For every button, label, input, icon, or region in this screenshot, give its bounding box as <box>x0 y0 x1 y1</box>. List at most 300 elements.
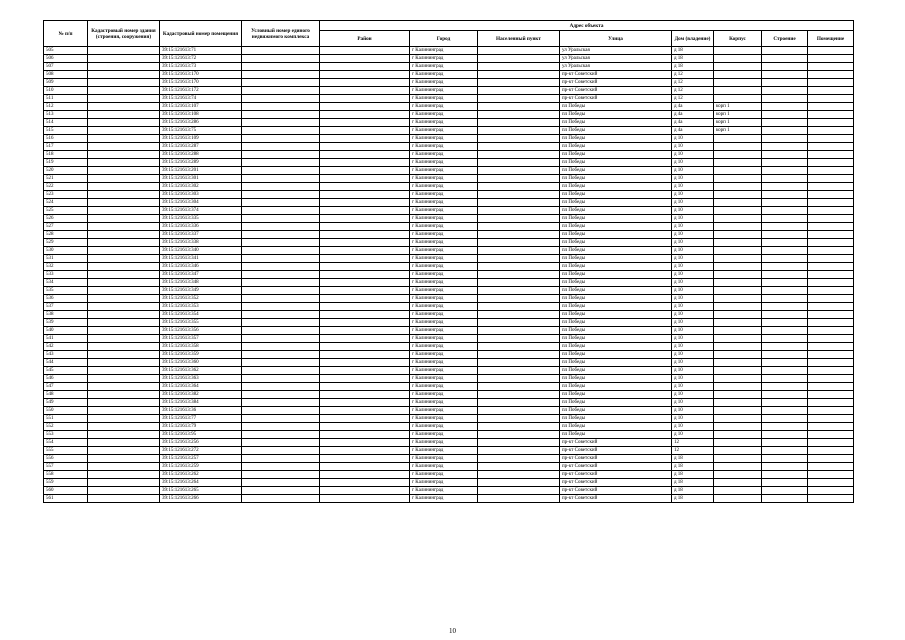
cell-settlement <box>478 191 560 199</box>
cell-cad-building <box>88 151 160 159</box>
cell-district <box>320 279 410 287</box>
cell-district <box>320 71 410 79</box>
table-row <box>44 439 854 447</box>
cell-room <box>808 391 854 399</box>
cell-cond-number <box>242 135 320 143</box>
cell-cad-room: 39:15:121613:349 <box>160 287 242 295</box>
cell-room <box>808 479 854 487</box>
cell-room <box>808 103 854 111</box>
cell-street: пл Победы <box>560 119 672 127</box>
cell-room <box>808 375 854 383</box>
cell-cad-building <box>88 135 160 143</box>
cell-house: д 10 <box>672 215 714 223</box>
table-row <box>44 239 854 247</box>
cell-city: г Калининград <box>410 447 478 455</box>
cell-settlement <box>478 47 560 55</box>
cell-cad-building <box>88 487 160 495</box>
cell-settlement <box>478 431 560 439</box>
cell-cad-room: 39:15:121613:359 <box>160 351 242 359</box>
cell-house: д 10 <box>672 311 714 319</box>
cell-room <box>808 135 854 143</box>
cell-district <box>320 439 410 447</box>
cell-num: 550 <box>44 407 88 415</box>
cell-street: пр-кт Советский <box>560 95 672 103</box>
cell-cad-building <box>88 87 160 95</box>
cell-cond-number <box>242 207 320 215</box>
cell-house: д 10 <box>672 239 714 247</box>
cell-city: г Калининград <box>410 239 478 247</box>
table-row <box>44 159 854 167</box>
cell-district <box>320 207 410 215</box>
cell-building <box>714 175 762 183</box>
cell-city: г Калининград <box>410 87 478 95</box>
cell-cad-room: 39:15:121613:288 <box>160 151 242 159</box>
cell-settlement <box>478 359 560 367</box>
cell-house: д 10 <box>672 407 714 415</box>
cell-cad-building <box>88 247 160 255</box>
cell-settlement <box>478 175 560 183</box>
cell-num: 539 <box>44 319 88 327</box>
cell-room <box>808 343 854 351</box>
cell-district <box>320 47 410 55</box>
cell-house: д 4а <box>672 127 714 135</box>
cell-cond-number <box>242 335 320 343</box>
cell-cad-room: 39:15:121613:358 <box>160 343 242 351</box>
cell-city: г Калининград <box>410 255 478 263</box>
cell-structure <box>762 383 808 391</box>
cell-structure <box>762 207 808 215</box>
cell-cond-number <box>242 247 320 255</box>
cell-structure <box>762 479 808 487</box>
cell-district <box>320 143 410 151</box>
cell-cond-number <box>242 447 320 455</box>
cell-structure <box>762 287 808 295</box>
cell-district <box>320 159 410 167</box>
cell-num: 538 <box>44 311 88 319</box>
table-row <box>44 431 854 439</box>
cell-settlement <box>478 279 560 287</box>
cell-structure <box>762 135 808 143</box>
cell-num: 518 <box>44 151 88 159</box>
cell-city: г Калининград <box>410 79 478 87</box>
cell-city: г Калининград <box>410 319 478 327</box>
cell-num: 511 <box>44 95 88 103</box>
cell-num: 513 <box>44 111 88 119</box>
table-row <box>44 487 854 495</box>
cell-city: г Калининград <box>410 455 478 463</box>
cell-city: г Калининград <box>410 159 478 167</box>
table-row <box>44 279 854 287</box>
cell-city: г Калининград <box>410 415 478 423</box>
cell-cond-number <box>242 367 320 375</box>
cell-cad-room: 39:15:121613:257 <box>160 455 242 463</box>
cell-city: г Калининград <box>410 287 478 295</box>
cell-city: г Калининград <box>410 207 478 215</box>
cell-house: д 10 <box>672 383 714 391</box>
cell-street: пл Победы <box>560 399 672 407</box>
cell-district <box>320 63 410 71</box>
cell-cad-room: 39:15:121613:346 <box>160 263 242 271</box>
cell-settlement <box>478 263 560 271</box>
cell-cad-building <box>88 383 160 391</box>
cell-cad-building <box>88 439 160 447</box>
cell-cad-room: 39:15:121613:357 <box>160 335 242 343</box>
cell-cad-room: 39:15:121613:302 <box>160 183 242 191</box>
cell-cond-number <box>242 327 320 335</box>
cell-city: г Калининград <box>410 431 478 439</box>
cell-house: д 10 <box>672 199 714 207</box>
cell-cad-building <box>88 287 160 295</box>
cell-cond-number <box>242 279 320 287</box>
cell-district <box>320 367 410 375</box>
cell-city: г Калининград <box>410 135 478 143</box>
cell-street: пл Победы <box>560 335 672 343</box>
cell-cad-building <box>88 471 160 479</box>
cell-street: пл Победы <box>560 327 672 335</box>
cell-building <box>714 367 762 375</box>
table-row <box>44 351 854 359</box>
cell-street: пл Победы <box>560 239 672 247</box>
cell-room <box>808 359 854 367</box>
cell-num: 557 <box>44 463 88 471</box>
cell-house: д 18 <box>672 55 714 63</box>
cell-cad-building <box>88 47 160 55</box>
cell-city: г Калининград <box>410 479 478 487</box>
cell-num: 553 <box>44 431 88 439</box>
cell-cond-number <box>242 271 320 279</box>
cell-district <box>320 111 410 119</box>
cell-room <box>808 279 854 287</box>
cell-structure <box>762 375 808 383</box>
cell-cad-building <box>88 359 160 367</box>
cell-district <box>320 327 410 335</box>
cell-num: 526 <box>44 215 88 223</box>
cell-city: г Калининград <box>410 151 478 159</box>
cell-settlement <box>478 439 560 447</box>
cell-city: г Калининград <box>410 351 478 359</box>
cell-num: 529 <box>44 239 88 247</box>
cell-district <box>320 127 410 135</box>
cell-cad-building <box>88 335 160 343</box>
cell-cad-building <box>88 479 160 487</box>
cell-cond-number <box>242 383 320 391</box>
cell-cad-building <box>88 95 160 103</box>
cell-house: д 10 <box>672 191 714 199</box>
cell-district <box>320 335 410 343</box>
cell-house: д 10 <box>672 167 714 175</box>
table-row <box>44 183 854 191</box>
cell-room <box>808 383 854 391</box>
cell-district <box>320 447 410 455</box>
cell-district <box>320 255 410 263</box>
cell-structure <box>762 335 808 343</box>
cell-cad-room: 39:15:121613:303 <box>160 191 242 199</box>
cell-district <box>320 215 410 223</box>
cell-cond-number <box>242 87 320 95</box>
cell-district <box>320 455 410 463</box>
table-row <box>44 127 854 135</box>
cell-cad-building <box>88 271 160 279</box>
cell-cond-number <box>242 255 320 263</box>
cell-district <box>320 415 410 423</box>
cell-settlement <box>478 463 560 471</box>
cell-building <box>714 143 762 151</box>
cell-room <box>808 63 854 71</box>
cell-building <box>714 279 762 287</box>
cell-cad-building <box>88 111 160 119</box>
cell-city: г Калининград <box>410 55 478 63</box>
cell-num: 561 <box>44 495 88 503</box>
table-row <box>44 63 854 71</box>
table-row <box>44 287 854 295</box>
cell-building <box>714 463 762 471</box>
cell-settlement <box>478 327 560 335</box>
cell-settlement <box>478 79 560 87</box>
cell-cad-room: 39:15:121613:364 <box>160 383 242 391</box>
cell-house: д 10 <box>672 327 714 335</box>
cell-house: д 4а <box>672 119 714 127</box>
cell-settlement <box>478 455 560 463</box>
cell-room <box>808 215 854 223</box>
cell-building <box>714 191 762 199</box>
cell-settlement <box>478 87 560 95</box>
cell-street: пл Победы <box>560 191 672 199</box>
cell-cad-building <box>88 183 160 191</box>
cell-cad-room: 39:15:121613:265 <box>160 487 242 495</box>
cell-structure <box>762 47 808 55</box>
cell-building <box>714 247 762 255</box>
cell-num: 522 <box>44 183 88 191</box>
cell-cad-building <box>88 127 160 135</box>
cell-room <box>808 287 854 295</box>
cell-structure <box>762 175 808 183</box>
cell-room <box>808 431 854 439</box>
cell-structure <box>762 63 808 71</box>
cell-num: 519 <box>44 159 88 167</box>
cell-room <box>808 351 854 359</box>
cell-cond-number <box>242 423 320 431</box>
table-row <box>44 103 854 111</box>
cell-structure <box>762 327 808 335</box>
cell-cond-number <box>242 63 320 71</box>
cell-city: г Калининград <box>410 199 478 207</box>
cell-house: д 10 <box>672 319 714 327</box>
cell-cad-room: 39:15:121613:73 <box>160 63 242 71</box>
cell-district <box>320 487 410 495</box>
cell-room <box>808 415 854 423</box>
table-row <box>44 415 854 423</box>
cell-cad-building <box>88 463 160 471</box>
cell-room <box>808 367 854 375</box>
cell-settlement <box>478 287 560 295</box>
cell-cad-building <box>88 143 160 151</box>
cell-cad-building <box>88 255 160 263</box>
cell-room <box>808 455 854 463</box>
cell-city: г Калининград <box>410 391 478 399</box>
cell-structure <box>762 143 808 151</box>
cell-street: пл Победы <box>560 319 672 327</box>
cell-num: 528 <box>44 231 88 239</box>
cell-settlement <box>478 167 560 175</box>
cell-structure <box>762 447 808 455</box>
cell-building <box>714 407 762 415</box>
cell-street: ул Уральская <box>560 63 672 71</box>
cell-street: пл Победы <box>560 159 672 167</box>
cell-structure <box>762 319 808 327</box>
table-row <box>44 423 854 431</box>
cell-structure <box>762 95 808 103</box>
cell-structure <box>762 87 808 95</box>
table-row <box>44 407 854 415</box>
cell-room <box>808 311 854 319</box>
cell-cond-number <box>242 71 320 79</box>
cell-structure <box>762 151 808 159</box>
cell-settlement <box>478 223 560 231</box>
cell-district <box>320 231 410 239</box>
cell-cad-building <box>88 215 160 223</box>
cell-room <box>808 319 854 327</box>
cell-district <box>320 391 410 399</box>
cell-city: г Калининград <box>410 71 478 79</box>
cell-street: пр-кт Советский <box>560 71 672 79</box>
cell-num: 542 <box>44 343 88 351</box>
cell-building <box>714 239 762 247</box>
cell-house: д 10 <box>672 335 714 343</box>
cell-street: пр-кт Советский <box>560 447 672 455</box>
cell-district <box>320 383 410 391</box>
cell-settlement <box>478 159 560 167</box>
table-row <box>44 199 854 207</box>
cell-room <box>808 71 854 79</box>
cell-house: д 12 <box>672 95 714 103</box>
cell-cad-room: 39:15:121613:348 <box>160 279 242 287</box>
cell-district <box>320 495 410 503</box>
header-city: Город <box>410 31 478 47</box>
cell-house: д 12 <box>672 79 714 87</box>
cell-street: пл Победы <box>560 263 672 271</box>
cell-cond-number <box>242 343 320 351</box>
cell-settlement <box>478 407 560 415</box>
table-row <box>44 295 854 303</box>
cell-cond-number <box>242 175 320 183</box>
cell-street: пл Победы <box>560 183 672 191</box>
cell-city: г Калининград <box>410 471 478 479</box>
cell-settlement <box>478 119 560 127</box>
cell-street: пл Победы <box>560 367 672 375</box>
cell-city: г Калининград <box>410 303 478 311</box>
cell-street: пл Победы <box>560 295 672 303</box>
cell-district <box>320 119 410 127</box>
cell-num: 512 <box>44 103 88 111</box>
cell-settlement <box>478 487 560 495</box>
cell-street: пл Победы <box>560 231 672 239</box>
cell-street: пр-кт Советский <box>560 87 672 95</box>
cell-house: д 18 <box>672 47 714 55</box>
cell-city: г Калининград <box>410 111 478 119</box>
cell-structure <box>762 399 808 407</box>
cell-cad-room: 39:15:121613:382 <box>160 391 242 399</box>
cell-cond-number <box>242 391 320 399</box>
cell-cond-number <box>242 223 320 231</box>
cell-settlement <box>478 231 560 239</box>
cell-cond-number <box>242 407 320 415</box>
cell-settlement <box>478 143 560 151</box>
cell-house: д 10 <box>672 159 714 167</box>
cell-house: д 10 <box>672 151 714 159</box>
cell-settlement <box>478 479 560 487</box>
cell-street: пр-кт Советский <box>560 455 672 463</box>
cell-structure <box>762 223 808 231</box>
cell-num: 552 <box>44 423 88 431</box>
table-row <box>44 383 854 391</box>
cell-house: д 10 <box>672 271 714 279</box>
cell-house: д 10 <box>672 415 714 423</box>
table-row <box>44 447 854 455</box>
cell-house: д 10 <box>672 183 714 191</box>
cell-num: 507 <box>44 63 88 71</box>
cell-cad-room: 39:15:121613:355 <box>160 319 242 327</box>
cell-building <box>714 71 762 79</box>
cell-cad-building <box>88 175 160 183</box>
cell-cad-building <box>88 295 160 303</box>
cell-district <box>320 479 410 487</box>
cell-city: г Калининград <box>410 295 478 303</box>
cell-street: пл Победы <box>560 135 672 143</box>
cell-structure <box>762 271 808 279</box>
cell-cad-room: 39:15:121613:354 <box>160 311 242 319</box>
table-row <box>44 271 854 279</box>
cell-settlement <box>478 239 560 247</box>
cell-house: д 12 <box>672 87 714 95</box>
table-row <box>44 335 854 343</box>
cell-settlement <box>478 311 560 319</box>
cell-cad-building <box>88 399 160 407</box>
cell-street: пл Победы <box>560 111 672 119</box>
table-row <box>44 455 854 463</box>
cell-structure <box>762 431 808 439</box>
cell-structure <box>762 167 808 175</box>
cell-cond-number <box>242 471 320 479</box>
cell-cond-number <box>242 239 320 247</box>
cell-street: пл Победы <box>560 199 672 207</box>
cell-room <box>808 463 854 471</box>
cell-house: д 4а <box>672 103 714 111</box>
table-row <box>44 463 854 471</box>
cell-district <box>320 399 410 407</box>
cell-building <box>714 495 762 503</box>
cell-cad-room: 39:15:121613:109 <box>160 135 242 143</box>
cell-cad-room: 39:15:121613:266 <box>160 495 242 503</box>
cell-district <box>320 55 410 63</box>
cell-cad-building <box>88 231 160 239</box>
cell-structure <box>762 495 808 503</box>
cell-city: г Калининград <box>410 247 478 255</box>
table-row <box>44 375 854 383</box>
cell-cad-building <box>88 431 160 439</box>
cell-building <box>714 351 762 359</box>
cell-num: 543 <box>44 351 88 359</box>
cell-house: д 10 <box>672 247 714 255</box>
table-row <box>44 135 854 143</box>
cell-district <box>320 183 410 191</box>
cell-street: пл Победы <box>560 207 672 215</box>
table-row <box>44 47 854 55</box>
cell-cad-building <box>88 63 160 71</box>
cell-building <box>714 135 762 143</box>
cell-city: г Калининград <box>410 271 478 279</box>
cell-city: г Калининград <box>410 335 478 343</box>
table-row <box>44 71 854 79</box>
